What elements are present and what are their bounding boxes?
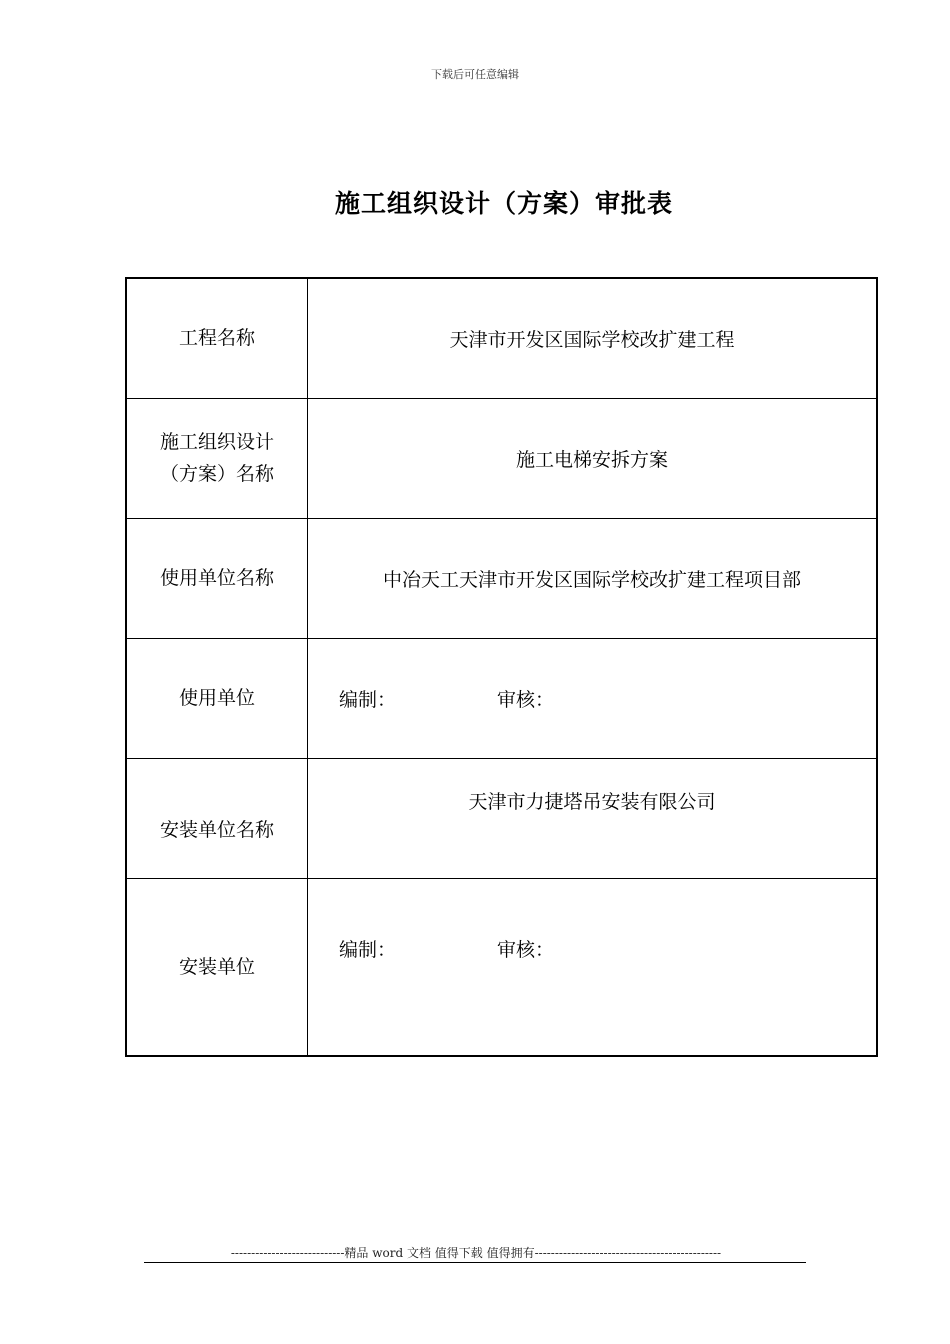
value-user-unit-name: 中冶天工天津市开发区国际学校改扩建工程项目部 [308,518,878,638]
label-user-unit: 使用单位 [126,638,308,758]
label-user-unit-name: 使用单位名称 [126,518,308,638]
table-row-project-name [126,278,877,398]
value-plan-name: 施工电梯安拆方案 [308,398,878,518]
label-plan-name [126,398,308,518]
footer-text: ----------------------------精品 word 文档 值得下载 值得拥有---------------------------------------------- [230,1246,722,1260]
table-row-installer [126,878,877,1056]
label-plan-name-line2: （方案）名称 [159,463,274,485]
sign-cell-user-unit [308,638,878,758]
table-row-installer-name [126,758,877,878]
table-row-plan-name [126,398,877,518]
header-note: 下载后可任意编辑 [431,68,519,81]
review-label-installer: 审核： [497,938,555,961]
value-project-name: 天津市开发区国际学校改扩建工程 [308,278,878,398]
footer-divider [144,1262,806,1263]
label-installer: 安装单位 [126,878,308,1056]
value-installer-name: 天津市力捷塔吊安装有限公司 [308,758,878,878]
review-label-user-unit: 审核： [497,688,555,711]
document-title: 施工组织设计（方案）审批表 [334,189,673,218]
sign-cell-installer [308,878,878,1056]
table-row-user-unit-name [126,518,877,638]
approval-form-table [125,277,878,1057]
edit-label-user-unit: 编制： [339,688,397,711]
label-project-name: 工程名称 [126,278,308,398]
edit-label-installer: 编制： [339,938,397,961]
label-plan-name-line1: 施工组织设计 [159,431,274,453]
table-row-user-unit [126,638,877,758]
label-installer-name: 安装单位名称 [126,758,308,878]
